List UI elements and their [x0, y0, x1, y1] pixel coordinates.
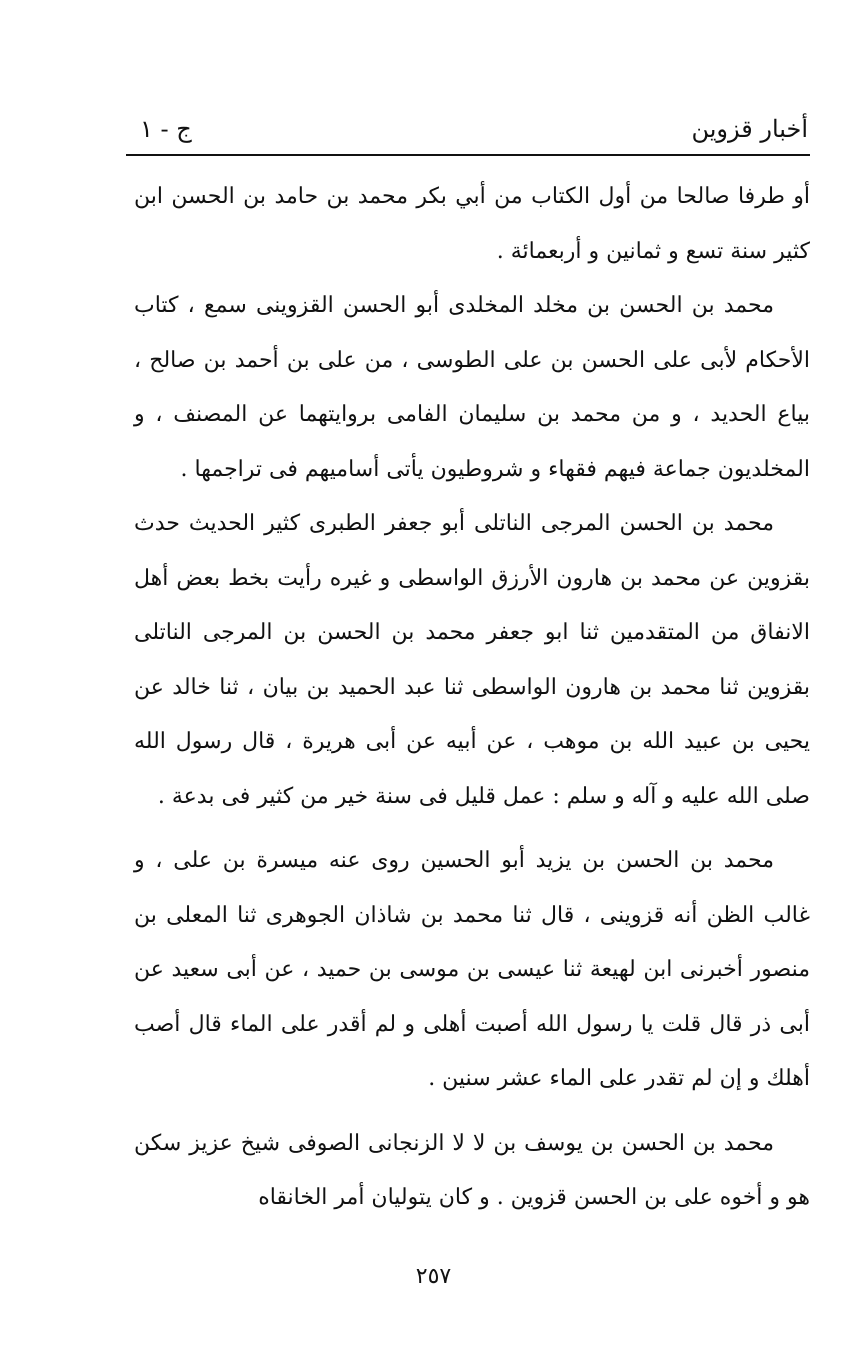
header-divider: [126, 154, 810, 156]
entry-muhammad-ibn-al-hasan-ibn-makhlad: محمد بن الحسن بن مخلد المخلدى أبو الحسن القزوينى سمع ، كتاب الأحكام لأبى على الحسن بن على الطوسى ، من على بن أحمد بن صالح ، بياع الحديد ، و من محمد بن سليمان الفامى بروايتهما عن المصنف ، و المخلديون جماعة فيهم فقهاء و شروطيون يأتى أساميهم فى تراجمها .: [134, 293, 810, 482]
entry-muhammad-ibn-al-hasan-ibn-yazid: محمد بن الحسن بن يزيد أبو الحسين روى عنه ميسرة بن على ، و غالب الظن أنه قزوينى ، قال ثنا محمد بن شاذان الجوهرى ثنا المعلى بن منصور أخبرنى ابن لهيعة ثنا عيسى بن موسى بن حميد ، عن أبى سعيد عن أبى ذر قال قلت يا رسول الله أصبت أهلى و لم أقدر على الماء قال أصب أهلك و إن لم تقدر على الماء عشر سنين .: [134, 848, 810, 1091]
book-title: أخبار قزوين: [691, 115, 808, 143]
entry-muhammad-ibn-al-hasan-al-murajja: محمد بن الحسن المرجى الناتلى أبو جعفر الطبرى كثير الحديث حدث بقزوين عن محمد بن هارون الأرزق الواسطى و غيره رأيت بخط بعض أهل الانفاق من المتقدمين ثنا ابو جعفر محمد بن الحسن بن المرجى الناتلى بقزوين ثنا محمد بن هارون الواسطى ثنا عبد الحميد بن بيان ، ثنا خالد عن يحيى بن عبيد الله بن موهب ، عن أبيه عن أبى هريرة ، قال رسول الله صلى الله عليه و آله و سلم : عمل قليل فى سنة خير من كثير فى بدعة .: [134, 511, 810, 809]
entry-muhammad-ibn-al-hasan-ibn-yusuf: محمد بن الحسن بن يوسف بن لا لا الزنجانى الصوفى شيخ عزيز سكن هو و أخوه على بن الحسن قزوين . و كان يتوليان أمر الخانقاه: [134, 1130, 810, 1210]
paragraph-continuation: أو طرفا صالحا من أول الكتاب من أبي بكر محمد بن حامد بن الحسن ابن كثير سنة تسع و ثمانين و أربعمائة .: [134, 184, 810, 264]
volume-label: ج - ١: [140, 115, 192, 143]
body-text: [134, 170, 810, 1226]
page-number: ٢٥٧: [415, 1264, 452, 1289]
running-header: [128, 108, 808, 154]
